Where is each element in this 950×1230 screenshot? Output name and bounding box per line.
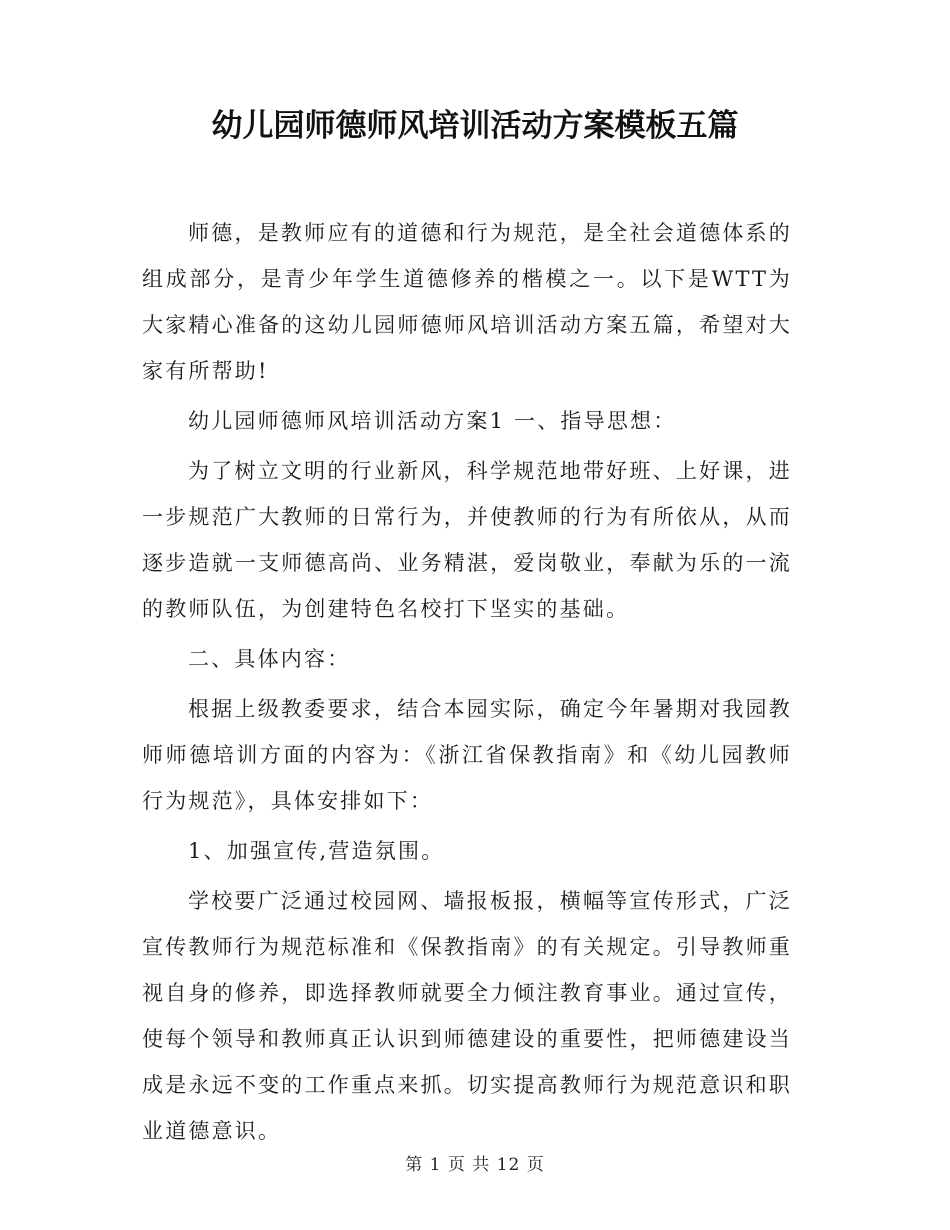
document-title: 幼儿园师德师风培训活动方案模板五篇: [211, 108, 739, 144]
paragraph-item-1-heading: 1、加强宣传,营造氛围。: [188, 839, 445, 863]
page-footer: 第 1 页 共 12 页: [405, 1155, 545, 1175]
document-body: [142, 210, 792, 1158]
paragraph-item-1-detail: 学校要广泛通过校园网、墙报板报，横幅等宣传形式，广泛宣传教师行为规范标准和《保教指南》的有关规定。引导教师重视自身的修养，即选择教师就要全力倾注教育事业。通过宣传，使每个领导和教师真正认识到师德建设的重要性，把师德建设当成是永远不变的工作重点来抓。切实提高教师行为规范意识和职业道德意识。: [142, 889, 792, 1143]
paragraph-content-heading: 二、具体内容：: [188, 647, 351, 671]
paragraph-plan-heading: 幼儿园师德师风培训活动方案1 一、指导思想：: [188, 409, 677, 433]
paragraph-intro: 师德，是教师应有的道德和行为规范，是全社会道德体系的组成部分，是青少年学生道德修养的楷模之一。以下是WTT为大家精心准备的这幼儿园师德师风培训活动方案五篇，希望对大家有所帮助!: [142, 221, 792, 383]
paragraph-guiding-thought: 为了树立文明的行业新风，科学规范地带好班、上好课，进一步规范广大教师的日常行为，并使教师的行为有所依从，从而逐步造就一支师德高尚、业务精湛，爱岗敬业，奉献为乐的一流的教师队伍，为创建特色名校打下坚实的基础。: [142, 459, 792, 621]
paragraph-content-detail: 根据上级教委要求，结合本园实际，确定今年暑期对我园教师师德培训方面的内容为：《浙江省保教指南》和《幼儿园教师行为规范》，具体安排如下：: [142, 697, 792, 813]
